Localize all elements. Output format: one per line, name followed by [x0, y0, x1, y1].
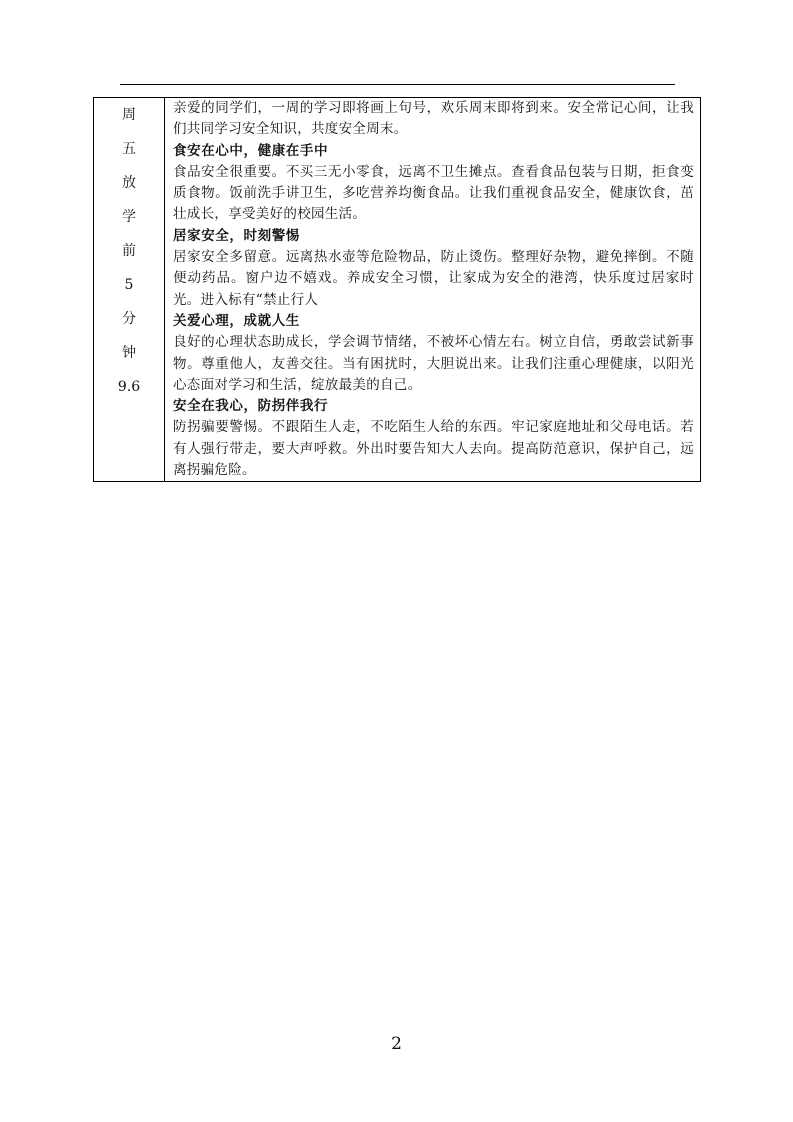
section-heading-mental-health: 关爱心理，成就人生 — [173, 312, 300, 329]
row-label-char: 5 — [124, 277, 134, 293]
row-label-char: 9.6 — [117, 379, 141, 395]
row-label — [94, 98, 164, 404]
row-label-char: 五 — [122, 141, 136, 157]
row-label-char: 周 — [122, 107, 136, 123]
section-text-home-safety: 居家安全多留意。远离热水壶等危险物品，防止烫伤。整理好杂物，避免摔倒。不随便动药品。窗户边不嬉戏。养成安全习惯，让家成为安全的港湾，快乐度过居家时光。进入标有“禁止行人 — [173, 249, 694, 308]
row-label-cell — [94, 98, 165, 482]
section-text-anti-abduction: 防拐骗要警惕。不跟陌生人走，不吃陌生人给的东西。牢记家庭地址和父母电话。若有人强行带走，要大声呼救。外出时要告知大人去向。提高防范意识，保护自己，远离拐骗危险。 — [173, 419, 694, 479]
section-heading-home-safety: 居家安全，时刻警惕 — [173, 227, 300, 244]
page-number: 2 — [391, 1034, 402, 1054]
section-heading-anti-abduction: 安全在我心，防拐伴我行 — [173, 398, 329, 415]
row-label-char: 学 — [122, 209, 136, 225]
schedule-table — [93, 97, 701, 482]
row-label-char: 钟 — [122, 345, 136, 361]
section-text-mental-health: 良好的心理状态助成长，学会调节情绪，不被坏心情左右。树立自信，勇敢尝试新事物。尊重他人，友善交往。当有困扰时，大胆说出来。让我们注重心理健康，以阳光心态面对学习和生活，绽放最美的自己。 — [173, 334, 694, 393]
header-rule — [120, 84, 675, 85]
section-text-food-safety: 食品安全很重要。不买三无小零食，远离不卫生摊点。查看食品包装与日期，拒食变质食物。饭前洗手讲卫生，多吃营养均衡食品。让我们重视食品安全，健康饮食，茁壮成长，享受美好的校园生活。 — [173, 163, 694, 223]
content-cell — [165, 98, 701, 482]
intro-paragraph: 亲爱的同学们，一周的学习即将画上句号，欢乐周末即将到来。安全常记心间，让我们共同学习安全知识，共度安全周末。 — [173, 100, 694, 138]
section-heading-food-safety: 食安在心中，健康在手中 — [173, 142, 329, 159]
row-label-char: 前 — [122, 243, 136, 259]
row-label-char: 分 — [122, 311, 136, 327]
table-row — [94, 98, 701, 482]
row-label-char: 放 — [122, 175, 136, 191]
